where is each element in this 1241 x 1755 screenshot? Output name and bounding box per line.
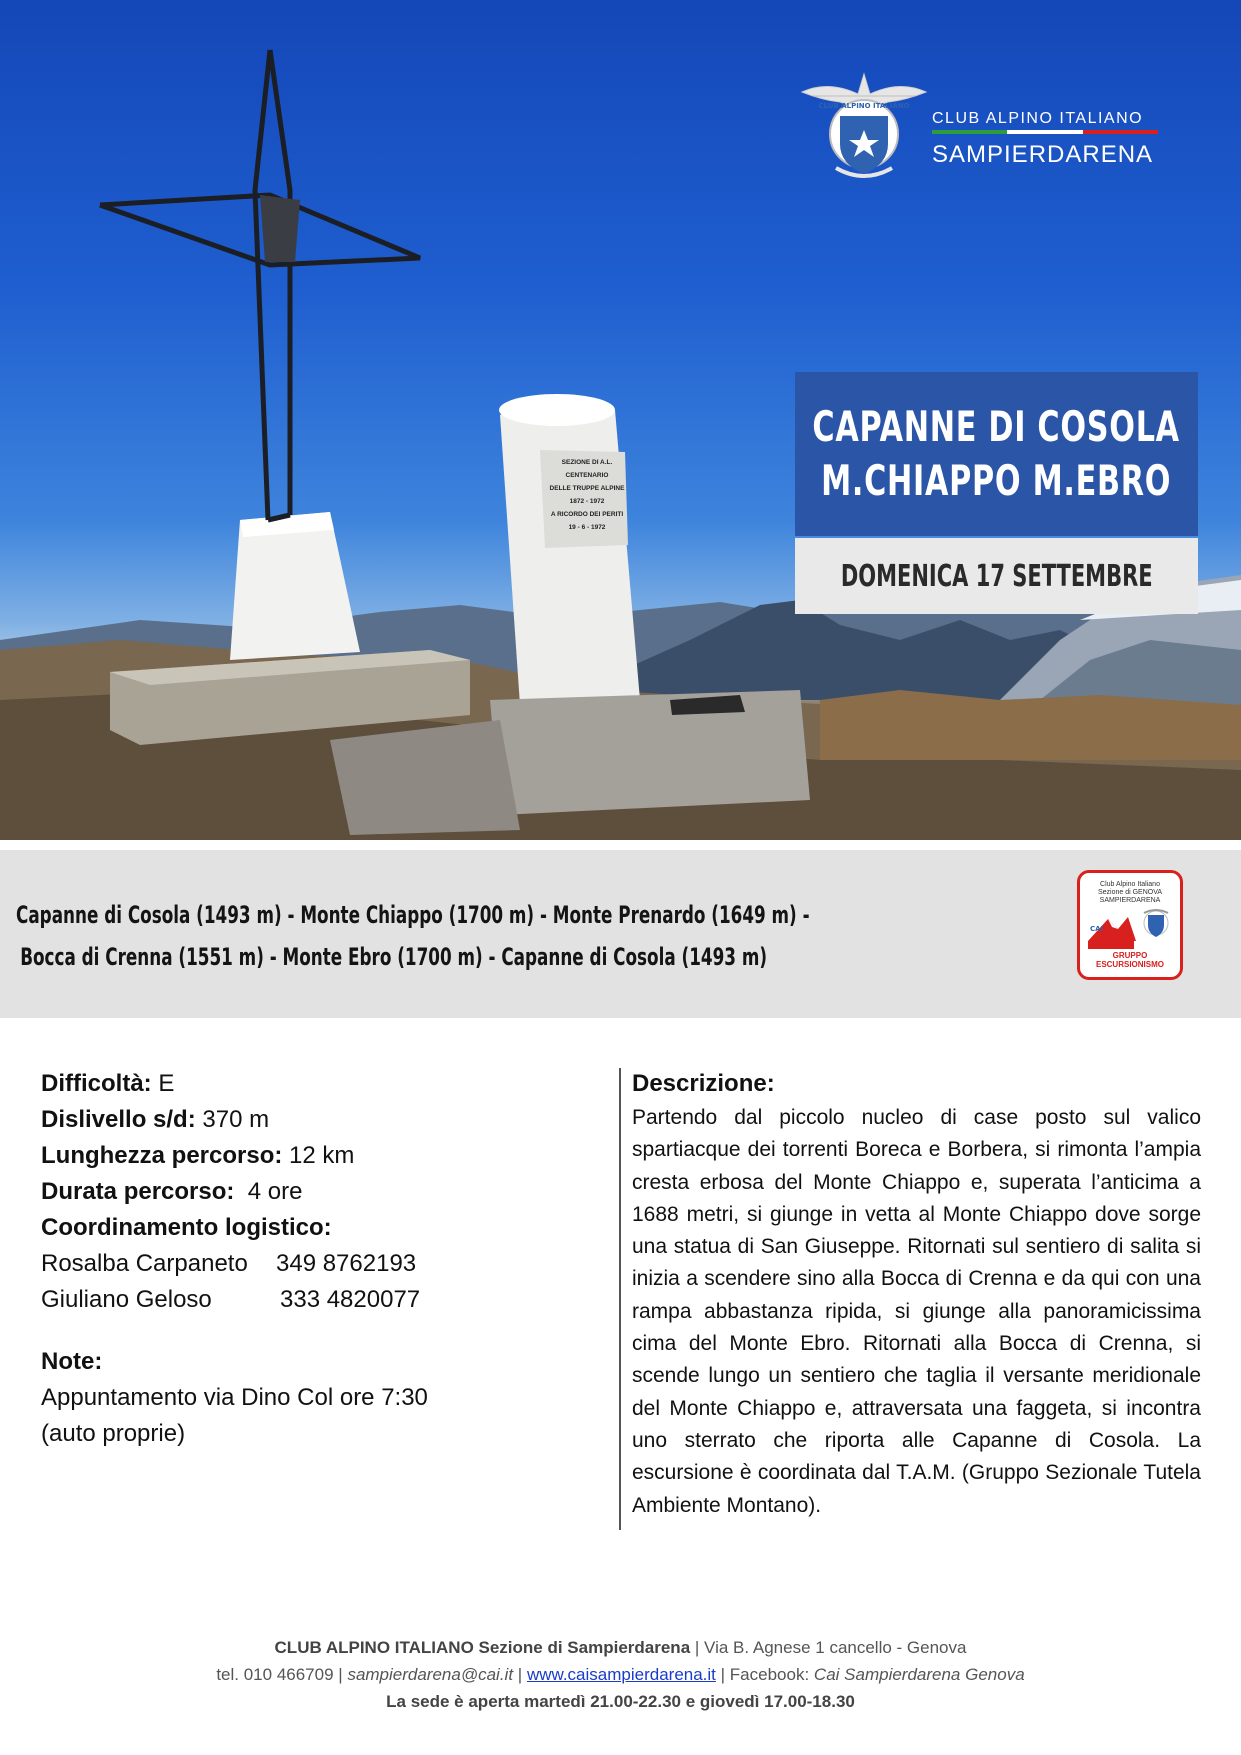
- notes-line: Appuntamento via Dino Col ore 7:30: [41, 1384, 428, 1411]
- footer: [0, 1634, 1241, 1715]
- plaque-line: A RICORDO DEI PERITI: [550, 511, 624, 518]
- trip-details: [41, 1066, 601, 1452]
- elevation-label: Dislivello s/d:: [41, 1106, 196, 1133]
- badge-cai-label: CAI: [1090, 925, 1104, 933]
- coordination-label: Coordinamento logistico:: [41, 1214, 332, 1241]
- footer-sep: |: [694, 1638, 700, 1657]
- route-line2: Bocca di Crenna (1551 m) - Monte Ebro (1700 m) - Capanne di Cosola (1493 m): [20, 943, 768, 971]
- badge-footer-line1: GRUPPO: [1112, 951, 1148, 960]
- footer-org: CLUB ALPINO ITALIANO Sezione di Sampierdarena: [274, 1638, 691, 1657]
- badge-mountain-icon: [1086, 901, 1174, 951]
- event-title-line2: M.CHIAPPO M.EBRO: [821, 456, 1172, 505]
- footer-hours: La sede è aperta martedì 21.00-22.30 e giovedì 17.00-18.30: [386, 1692, 855, 1711]
- italian-flag-stripe: [932, 130, 1158, 134]
- plaque-line: 1872 - 1972: [569, 498, 605, 505]
- cai-eagle-emblem-icon: [798, 72, 930, 184]
- footer-sep: |: [517, 1665, 523, 1684]
- flag-red: [1083, 130, 1158, 134]
- contact-phone: 333 4820077: [280, 1286, 421, 1313]
- length-value: 12 km: [289, 1142, 355, 1169]
- elevation-value: 370 m: [202, 1106, 270, 1133]
- route-band: [0, 850, 1241, 1018]
- difficulty-row: [41, 1066, 601, 1102]
- contact-row: [41, 1282, 601, 1318]
- route-summary: [16, 894, 946, 978]
- event-title-box: [795, 372, 1198, 536]
- footer-email[interactable]: sampierdarena@cai.it: [347, 1665, 514, 1684]
- cai-sampierdarena-logo: [798, 72, 1160, 184]
- spacer: [41, 1318, 601, 1344]
- length-label: Lunghezza percorso:: [41, 1142, 283, 1169]
- badge-footer: [1080, 951, 1180, 969]
- notes-label-row: [41, 1344, 601, 1380]
- footer-line1: [0, 1634, 1241, 1661]
- flag-green: [932, 130, 1007, 134]
- duration-row: [41, 1174, 601, 1210]
- footer-sep: |: [338, 1665, 343, 1684]
- footer-phone: tel. 010 466709: [216, 1665, 334, 1684]
- column-divider: [619, 1068, 621, 1530]
- elevation-row: [41, 1102, 601, 1138]
- plaque-line: DELLE TRUPPE ALPINE: [549, 485, 625, 492]
- footer-line2: [0, 1661, 1241, 1688]
- flag-white: [1007, 130, 1082, 134]
- footer-address: Via B. Agnese 1 cancello - Genova: [704, 1638, 967, 1657]
- event-title-line1: CAPANNE DI COSOLA: [812, 402, 1181, 451]
- monument-plaque: [548, 456, 626, 542]
- contact-name: Giuliano Geloso: [41, 1286, 212, 1313]
- gruppo-escursionismo-badge: [1077, 870, 1183, 980]
- footer-website-link[interactable]: www.caisampierdarena.it: [526, 1665, 716, 1684]
- event-date-box: [795, 538, 1198, 614]
- footer-facebook-label: Facebook:: [729, 1665, 810, 1684]
- plaque-line: CENTENARIO: [565, 472, 609, 479]
- difficulty-label: Difficoltà:: [41, 1070, 152, 1097]
- contact-name: Rosalba Carpaneto: [41, 1250, 248, 1277]
- length-row: [41, 1138, 601, 1174]
- org-name-line1: CLUB ALPINO ITALIANO: [932, 110, 1144, 127]
- description-text: Partendo dal piccolo nucleo di case posto sul valico spartiacque dei torrenti Boreca e Borbera, si rimonta l’ampia cresta erbosa del Monte Chiappo e, superata l’anticima a 1688 metri, si giunge in vetta al Monte Chiappo dove sorge una statua di San Giuseppe. Ritornati sul sentiero di salita si inizia a scendere sino alla Bocca di Crenna e da qui con una rampa abbastanza ripida, si giunge alla panoramicissima cima del Monte Ebro. Ritornati alla Bocca di Crenna, si scende lungo un sentiero che taglia il versante meridionale del Monte Chiappo e, attraversata una faggeta, si incontra uno sterrato che riporta alle Capanne di Cosola. La escursione è coordinata dal T.A.M. (Gruppo Sezionale Tutela Ambiente Montano).: [632, 1106, 1201, 1517]
- footer-facebook-value[interactable]: Cai Sampierdarena Genova: [813, 1665, 1025, 1684]
- plaque-line: SEZIONE DI A.L.: [561, 459, 613, 466]
- contact-phone: 349 8762193: [276, 1250, 417, 1277]
- badge-header-line1: Club Alpino Italiano: [1100, 881, 1160, 888]
- notes-line: (auto proprie): [41, 1420, 186, 1447]
- emblem-ring-text: CLUB ALPINO ITALIANO: [818, 102, 910, 110]
- badge-footer-line2: ESCURSIONISMO: [1095, 960, 1164, 969]
- duration-label: Durata percorso:: [41, 1178, 235, 1205]
- description-section: [632, 1066, 1201, 1522]
- contact-row: [41, 1246, 601, 1282]
- difficulty-value: E: [158, 1070, 175, 1097]
- org-name-line2: SAMPIERDARENA: [932, 141, 1154, 168]
- footer-sep: |: [720, 1665, 726, 1684]
- event-date: DOMENICA 17 SETTEMBRE: [840, 558, 1153, 594]
- duration-value: 4 ore: [247, 1178, 303, 1205]
- route-line1: Capanne di Cosola (1493 m) - Monte Chiappo (1700 m) - Monte Prenardo (1649 m) -: [16, 901, 810, 929]
- badge-header-line2: Sezione di GENOVA: [1097, 889, 1163, 896]
- notes-label: Note:: [41, 1348, 103, 1375]
- coordination-row: [41, 1210, 601, 1246]
- plaque-line: 19 - 6 - 1972: [568, 524, 606, 531]
- badge-header-line3: SAMPIERDARENA: [1099, 897, 1161, 904]
- description-title: Descrizione:: [632, 1070, 775, 1097]
- footer-line3: [0, 1688, 1241, 1715]
- hero-photo: [0, 0, 1241, 840]
